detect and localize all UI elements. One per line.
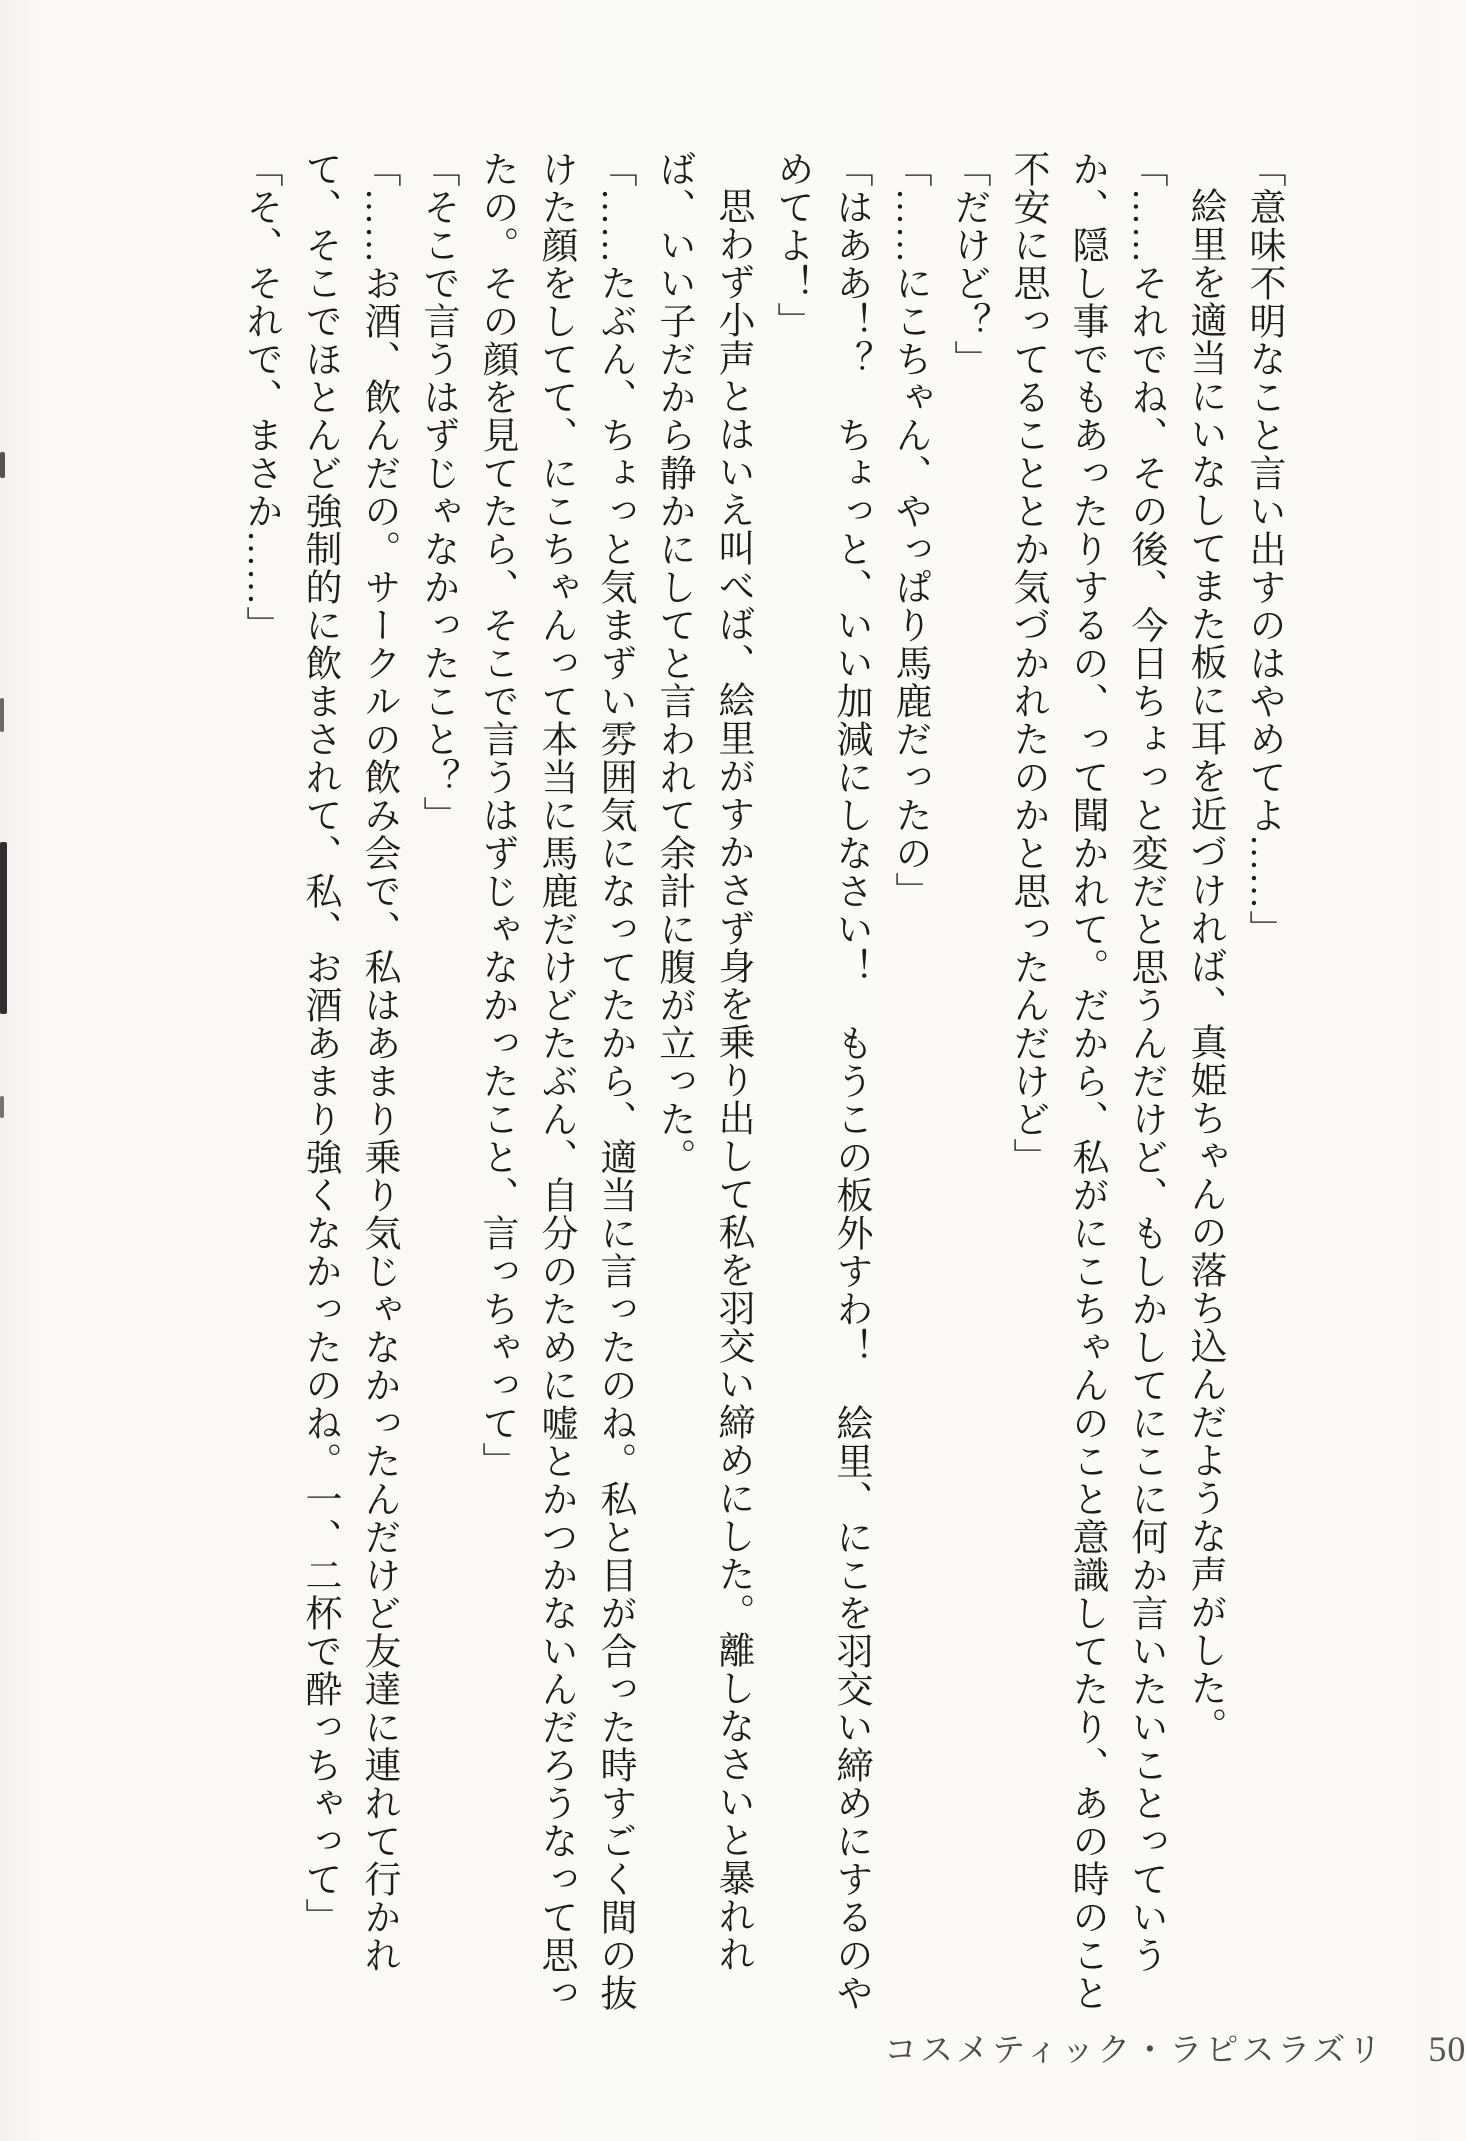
page-footer <box>884 2024 1466 2071</box>
paragraph-5: 「……にこちゃん、やっぱり馬鹿だったの」 <box>889 150 930 910</box>
scan-artifact <box>0 842 7 1014</box>
scan-artifact <box>0 698 4 732</box>
paragraph-3: 「……それでね、その後、今日ちょっと変だと思うんだけど、もしかしてにこに何か言いたいことっていうか、隠し事でもあったりするの、って聞かれて。だから、私がにこちゃんのこと意識してたり、あの時のこと不安に思ってることとか気づかれたのかと思ったんだけど」 <box>1007 150 1166 2012</box>
paragraph-10: 「……お酒、飲んだの。サークルの飲み会で、私はあまり乗り気じゃなかったんだけど友達に連れて行かれて、そこでほとんど強制的に飲まされて、私、お酒あまり強くなかったのね。一、二杯で酔っちゃって」 <box>299 150 399 1974</box>
scan-artifact <box>0 1096 4 1118</box>
scan-artifact <box>0 452 5 478</box>
paragraph-2: 絵里を適当にいなしてまた板に耳を近づければ、真姫ちゃんの落ち込んだような声がした。 <box>1184 187 1225 1745</box>
paragraph-8: 「……たぶん、ちょっと気まずい雰囲気になってたから、適当に言ったのね。私と目が合った時すごく間の抜けた顔をしてて、にこちゃんって本当に馬鹿だけどたぶん、自分のために嘘とかつかないんだろうなって思ったの。その顔を見てたら、そこで言うはずじゃなかったこと、言っちゃって」 <box>476 150 635 2012</box>
body-text <box>228 150 1293 2040</box>
paragraph-4: 「だけど？」 <box>948 150 989 378</box>
paragraph-6: 「はああ！？ ちょっと、いい加減にしなさい！ もうこの板外すわ！ 絵里、にこを羽交い締めにするのやめてよ！」 <box>771 150 871 2012</box>
paragraph-7: 思わず小声とはいえ叫べば、絵里がすかさず身を乗り出して私を羽交い締めにした。離しなさいと暴れれば、いい子だから静かにしてと言われて余計に腹が立った。 <box>653 150 753 1973</box>
paragraph-11: 「そ、それで、まさか……」 <box>240 150 281 644</box>
paragraph-1: 「意味不明なこと言い出すのはやめてよ……」 <box>1243 150 1284 948</box>
page-number: 50 <box>1428 2029 1466 2069</box>
paragraph-9: 「そこで言うはずじゃなかったこと？」 <box>417 150 458 834</box>
book-title: コスメティック・ラピスラズリ <box>884 2033 1385 2069</box>
